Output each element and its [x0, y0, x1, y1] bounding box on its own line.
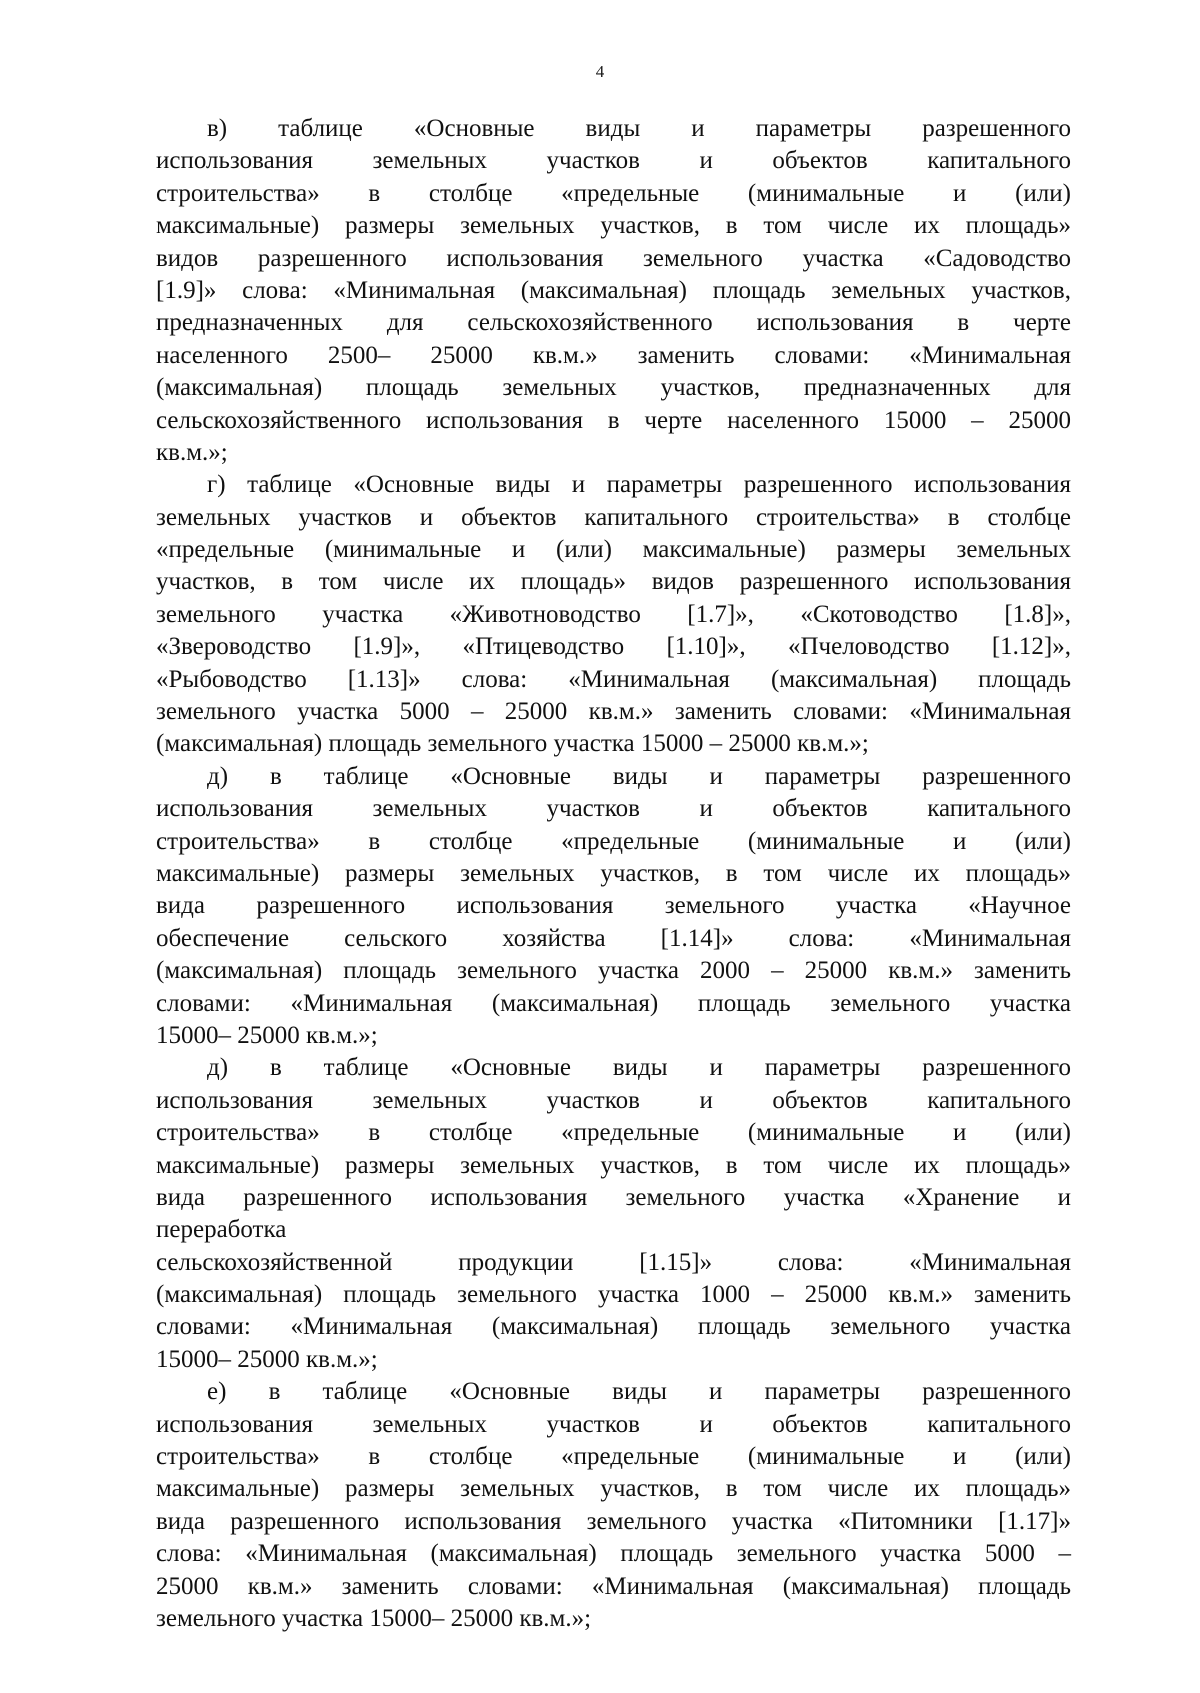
document-body: [156, 113, 1071, 1635]
text-line: д) в таблице «Основные виды и параметры разрешенного: [207, 762, 1071, 790]
text-line: земельного участка 5000 – 25000 кв.м.» заменить словами: «Минимальная: [156, 698, 1071, 726]
text-line: строительства» в столбце «предельные (минимальные и (или): [156, 1443, 1071, 1471]
text-line: использования земельных участков и объектов капитального: [156, 1410, 1071, 1438]
text-line: переработка: [156, 1216, 287, 1244]
text-line: использования земельных участков и объектов капитального: [156, 1086, 1071, 1114]
text-line: максимальные) размеры земельных участков, в том числе их площадь»: [156, 859, 1071, 887]
text-line: сельскохозяйственной продукции [1.15]» слова: «Минимальная: [156, 1248, 1071, 1276]
text-line: (максимальная) площадь земельного участка 2000 – 25000 кв.м.» заменить: [156, 957, 1071, 985]
text-line: обеспечение сельского хозяйства [1.14]» слова: «Минимальная: [156, 924, 1071, 952]
page-number: 4: [595, 62, 605, 81]
text-line: словами: «Минимальная (максимальная) площадь земельного участка: [156, 989, 1071, 1017]
text-line: вида разрешенного использования земельного участка «Питомники [1.17]»: [156, 1507, 1071, 1535]
text-line: земельных участков и объектов капитального строительства» в столбце: [156, 503, 1071, 531]
text-line: слова: «Минимальная (максимальная) площадь земельного участка 5000 –: [156, 1540, 1071, 1568]
text-line: использования земельных участков и объектов капитального: [156, 795, 1071, 823]
text-line: использования земельных участков и объектов капитального: [156, 147, 1071, 175]
text-line: предназначенных для сельскохозяйственного использования в черте: [156, 309, 1071, 337]
text-line: сельскохозяйственного использования в черте населенного 15000 – 25000: [156, 406, 1071, 434]
text-line: кв.м.»;: [156, 438, 228, 466]
text-line: участков, в том числе их площадь» видов разрешенного использования: [156, 568, 1071, 596]
text-line: строительства» в столбце «предельные (минимальные и (или): [156, 179, 1071, 207]
text-line: «Рыбоводство [1.13]» слова: «Минимальная (максимальная) площадь: [156, 665, 1071, 693]
text-line: [1.9]» слова: «Минимальная (максимальная) площадь земельных участков,: [156, 276, 1071, 304]
text-line: в) таблице «Основные виды и параметры разрешенного: [207, 115, 1071, 142]
text-line: (максимальная) площадь земельного участка 15000 – 25000 кв.м.»;: [156, 730, 869, 758]
text-line: (максимальная) площадь земельного участка 1000 – 25000 кв.м.» заменить: [156, 1281, 1071, 1309]
text-line: д) в таблице «Основные виды и параметры разрешенного: [207, 1054, 1071, 1082]
text-line: строительства» в столбце «предельные (минимальные и (или): [156, 1119, 1071, 1147]
text-line: населенного 2500– 25000 кв.м.» заменить словами: «Минимальная: [156, 341, 1071, 369]
text-line: земельного участка 15000– 25000 кв.м.»;: [156, 1604, 592, 1632]
text-line: 15000– 25000 кв.м.»;: [156, 1021, 378, 1049]
text-line: максимальные) размеры земельных участков, в том числе их площадь»: [156, 1151, 1071, 1179]
text-line: е) в таблице «Основные виды и параметры разрешенного: [207, 1378, 1071, 1406]
text-line: (максимальная) площадь земельных участков, предназначенных для: [156, 374, 1071, 402]
text-line: 15000– 25000 кв.м.»;: [156, 1345, 378, 1373]
text-line: «Звероводство [1.9]», «Птицеводство [1.10]», «Пчеловодство [1.12]»,: [156, 633, 1071, 661]
text-line: вида разрешенного использования земельного участка «Научное: [156, 892, 1071, 920]
text-line: 25000 кв.м.» заменить словами: «Минимальная (максимальная) площадь: [156, 1572, 1071, 1600]
text-line: словами: «Минимальная (максимальная) площадь земельного участка: [156, 1313, 1071, 1341]
text-line: земельного участка «Животноводство [1.7]», «Скотоводство [1.8]»,: [156, 600, 1071, 628]
text-line: вида разрешенного использования земельного участка «Хранение и: [156, 1183, 1071, 1211]
text-line: строительства» в столбце «предельные (минимальные и (или): [156, 827, 1071, 855]
text-line: максимальные) размеры земельных участков, в том числе их площадь»: [156, 1475, 1071, 1503]
text-line: «предельные (минимальные и (или) максимальные) размеры земельных: [156, 536, 1071, 564]
text-line: г) таблице «Основные виды и параметры разрешенного использования: [207, 471, 1071, 499]
text-line: максимальные) размеры земельных участков, в том числе их площадь»: [156, 212, 1071, 240]
text-line: видов разрешенного использования земельного участка «Садоводство: [156, 244, 1071, 272]
